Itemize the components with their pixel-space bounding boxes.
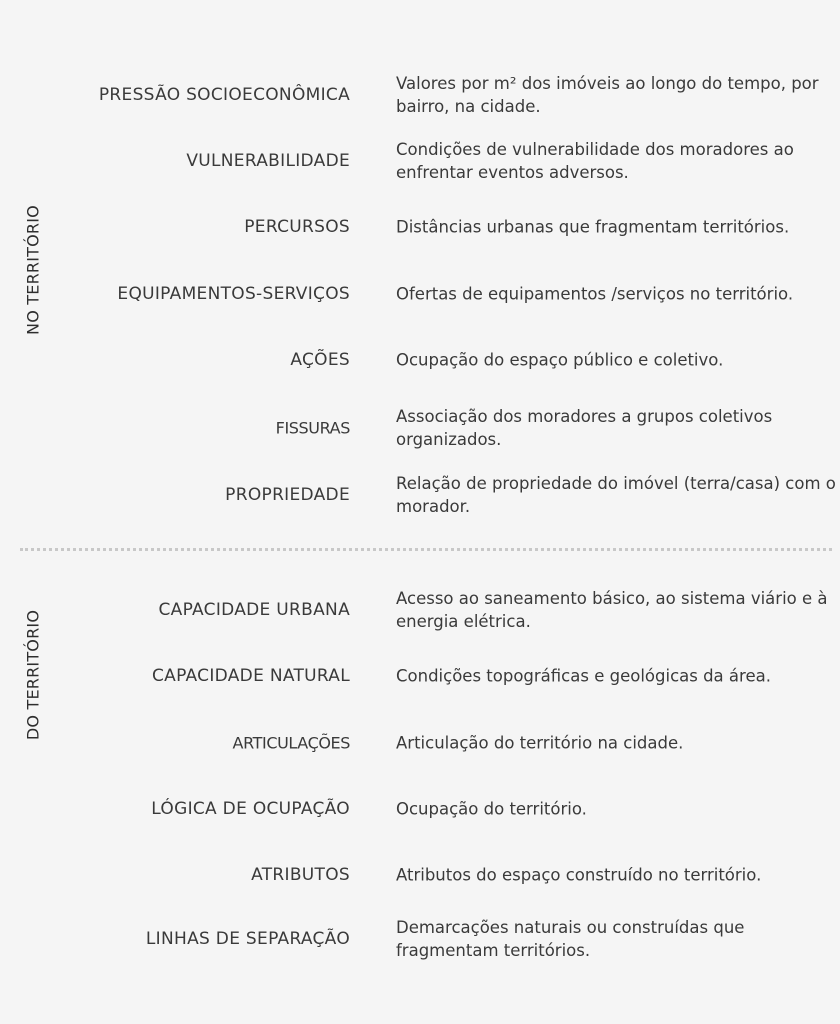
section-label: DO TERRITÓRIO bbox=[23, 609, 43, 741]
definition-row bbox=[0, 580, 840, 640]
definition-row bbox=[0, 779, 840, 839]
term-label: LÓGICA DE OCUPAÇÃO bbox=[151, 799, 350, 819]
term-label: CAPACIDADE NATURAL bbox=[151, 666, 350, 686]
term-description: Valores por m² dos imóveis ao longo do tempo, por bairro, na cidade. bbox=[396, 74, 819, 116]
definition-row bbox=[0, 646, 840, 706]
term-description: Condições de vulnerabilidade dos moradores ao enfrentar eventos adversos. bbox=[396, 140, 794, 182]
definition-row bbox=[0, 713, 840, 773]
term-description: Articulação do território na cidade. bbox=[396, 733, 684, 753]
term-label: CAPACIDADE URBANA bbox=[158, 600, 350, 620]
definition-row bbox=[0, 465, 840, 525]
term-description: Demarcações naturais ou construídas que fragmentam territórios. bbox=[396, 918, 745, 960]
definition-row bbox=[0, 330, 840, 390]
term-description: Acesso ao saneamento básico, ao sistema viário e à energia elétrica. bbox=[396, 589, 828, 631]
definition-row bbox=[0, 264, 840, 324]
term-label: FISSURAS bbox=[275, 418, 350, 438]
definition-row bbox=[0, 131, 840, 191]
term-label: EQUIPAMENTOS-SERVIÇOS bbox=[117, 284, 350, 304]
definition-row bbox=[0, 845, 840, 905]
section-divider bbox=[20, 548, 832, 551]
term-description: Ofertas de equipamentos /serviços no território. bbox=[396, 284, 794, 304]
term-label: PROPRIEDADE bbox=[225, 485, 350, 505]
term-label: PRESSÃO SOCIOECONÔMICA bbox=[98, 85, 350, 105]
term-description: Associação dos moradores a grupos coletivos organizados. bbox=[396, 407, 773, 449]
definition-row bbox=[0, 197, 840, 257]
term-description: Distâncias urbanas que fragmentam territórios. bbox=[396, 217, 790, 237]
section-no-territorio bbox=[0, 60, 840, 530]
term-label: VULNERABILIDADE bbox=[186, 151, 350, 171]
definition-row bbox=[0, 909, 840, 969]
definition-row bbox=[0, 398, 840, 458]
definition-row bbox=[0, 65, 840, 125]
term-description: Atributos do espaço construído no território. bbox=[396, 865, 762, 885]
term-description: Ocupação do espaço público e coletivo. bbox=[396, 350, 724, 370]
term-description: Condições topográficas e geológicas da área. bbox=[396, 666, 771, 686]
term-label: PERCURSOS bbox=[244, 217, 350, 237]
section-do-territorio bbox=[0, 578, 840, 978]
term-label: ATRIBUTOS bbox=[251, 865, 350, 885]
section-label: NO TERRITÓRIO bbox=[23, 205, 43, 335]
term-description: Relação de propriedade do imóvel (terra/casa) com o morador. bbox=[396, 474, 836, 516]
term-label: LINHAS DE SEPARAÇÃO bbox=[145, 929, 350, 949]
term-description: Ocupação do território. bbox=[396, 799, 587, 819]
term-label: AÇÕES bbox=[290, 350, 350, 370]
term-label: ARTICULAÇÕES bbox=[232, 733, 350, 753]
